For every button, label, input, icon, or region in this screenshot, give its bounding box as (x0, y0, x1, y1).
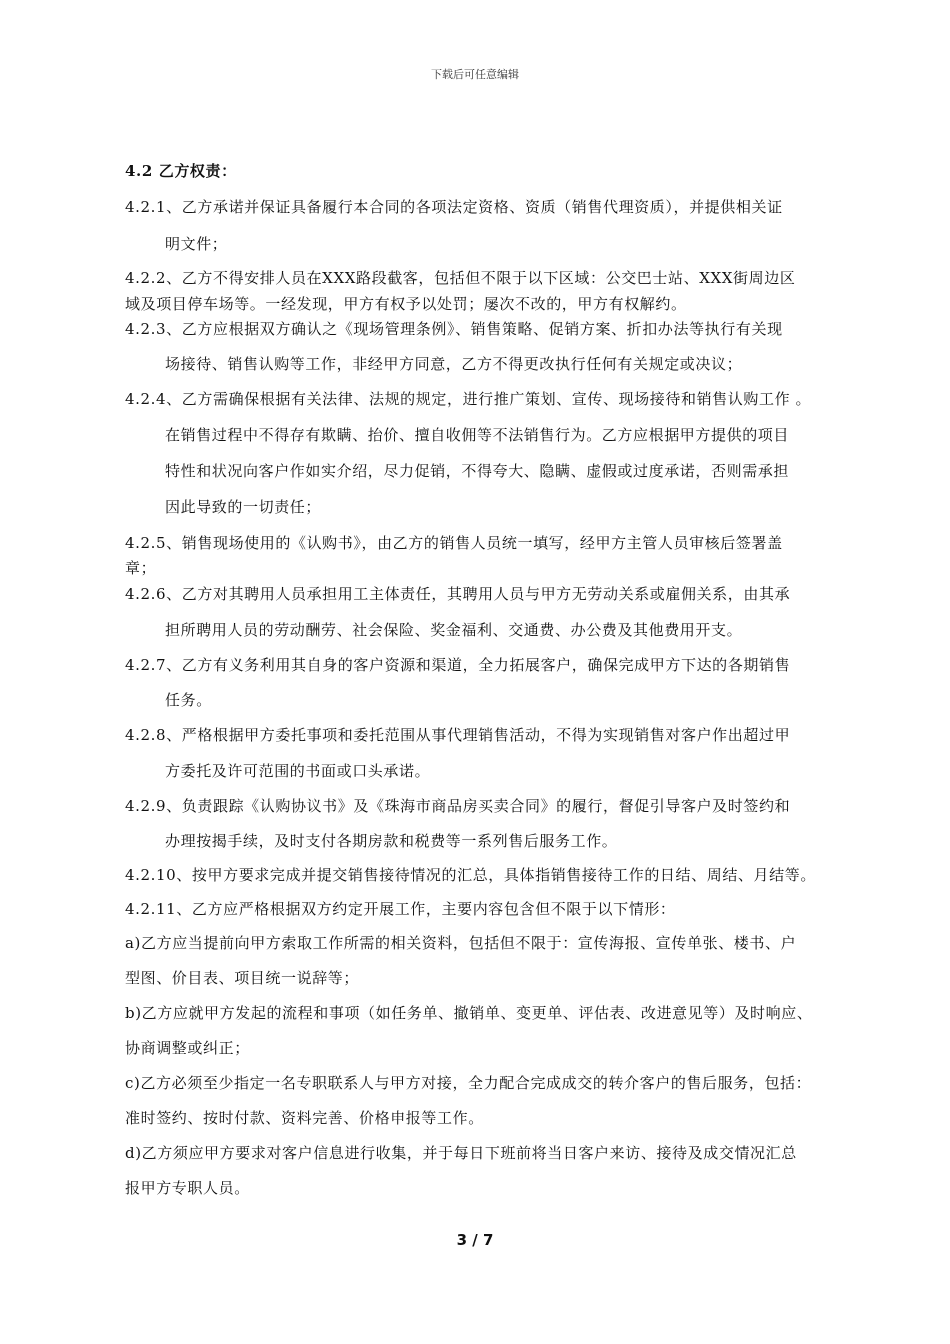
clause-4-2-11-line-1: 4.2.11、乙方应严格根据双方约定开展工作，主要内容包含但不限于以下情形： (125, 900, 676, 918)
clause-4-2-3-line-1: 4.2.3、乙方应根据双方确认之《现场管理条例》、销售策略、促销方案、折扣办法等执行有关现 (125, 320, 783, 338)
clause-4-2-8-line-1: 4.2.8、严格根据甲方委托事项和委托范围从事代理销售活动，不得为实现销售对客户作出超过甲 (125, 726, 791, 744)
clause-4-2-2-line-2: 域及项目停车场等。一经发现，甲方有权予以处罚；屡次不改的，甲方有权解约。 (125, 295, 687, 313)
item-c-line-2: 准时签约、按时付款、资料完善、价格申报等工作。 (125, 1109, 484, 1127)
item-c-line-1: c)乙方必须至少指定一名专职联系人与甲方对接，全力配合完成成交的转介客户的售后服务，包括： (125, 1074, 812, 1092)
item-b-line-1: b)乙方应就甲方发起的流程和事项（如任务单、撤销单、变更单、评估表、改进意见等）及时响应、 (125, 1004, 813, 1022)
page-number: 3 / 7 (456, 1231, 494, 1249)
clause-4-2-2-line-1: 4.2.2、乙方不得安排人员在XXX路段截客，包括但不限于以下区域：公交巴士站、XXX街周边区 (125, 269, 796, 287)
clause-4-2-6-line-1: 4.2.6、乙方对其聘用人员承担用工主体责任，其聘用人员与甲方无劳动关系或雇佣关系，由其承 (125, 585, 791, 603)
clause-4-2-1-line-2: 明文件； (165, 235, 228, 253)
clause-4-2-3-line-2: 场接待、销售认购等工作，非经甲方同意，乙方不得更改执行任何有关规定或决议； (165, 355, 743, 373)
clause-4-2-1-line-1: 4.2.1、乙方承诺并保证具备履行本合同的各项法定资格、资质（销售代理资质），并提供相关证 (125, 198, 783, 216)
item-a-line-1: a)乙方应当提前向甲方索取工作所需的相关资料，包括但不限于：宣传海报、宣传单张、楼书、户 (125, 934, 797, 952)
clause-4-2-8-line-2: 方委托及许可范围的书面或口头承诺。 (165, 762, 431, 780)
section-title: 4.2 乙方权责： (125, 162, 237, 180)
page-header: 下载后可任意编辑 (431, 68, 519, 81)
clause-4-2-4-line-1: 4.2.4、乙方需确保根据有关法律、法规的规定，进行推广策划、宣传、现场接待和销售认购工作 。 (125, 390, 812, 408)
clause-4-2-7-line-2: 任务。 (165, 691, 212, 709)
clause-4-2-6-line-2: 担所聘用人员的劳动酬劳、社会保险、奖金福利、交通费、办公费及其他费用开支。 (165, 621, 743, 639)
clause-4-2-4-line-4: 因此导致的一切责任； (165, 498, 322, 516)
clause-4-2-5-line-1: 4.2.5、销售现场使用的《认购书》，由乙方的销售人员统一填写，经甲方主管人员审核后签署盖 (125, 534, 783, 552)
item-a-line-2: 型图、价目表、项目统一说辞等； (125, 969, 360, 987)
clause-4-2-4-line-2: 在销售过程中不得存有欺瞒、抬价、擅自收佣等不法销售行为。乙方应根据甲方提供的项目 (165, 426, 790, 444)
clause-4-2-4-line-3: 特性和状况向客户作如实介绍，尽力促销，不得夸大、隐瞒、虚假或过度承诺，否则需承担 (165, 462, 790, 480)
clause-4-2-7-line-1: 4.2.7、乙方有义务利用其自身的客户资源和渠道，全力拓展客户，确保完成甲方下达的各期销售 (125, 656, 791, 674)
clause-4-2-9-line-1: 4.2.9、负责跟踪《认购协议书》及《珠海市商品房买卖合同》的履行，督促引导客户及时签约和 (125, 797, 791, 815)
item-d-line-2: 报甲方专职人员。 (125, 1179, 250, 1197)
clause-4-2-9-line-2: 办理按揭手续，及时支付各期房款和税费等一系列售后服务工作。 (165, 832, 618, 850)
item-d-line-1: d)乙方须应甲方要求对客户信息进行收集，并于每日下班前将当日客户来访、接待及成交情况汇总 (125, 1144, 797, 1162)
item-b-line-2: 协商调整或纠正； (125, 1039, 250, 1057)
clause-4-2-5-line-2: 章； (125, 559, 157, 577)
clause-4-2-10-line-1: 4.2.10、按甲方要求完成并提交销售接待情况的汇总，具体指销售接待工作的日结、周结、月结等。 (125, 866, 816, 884)
